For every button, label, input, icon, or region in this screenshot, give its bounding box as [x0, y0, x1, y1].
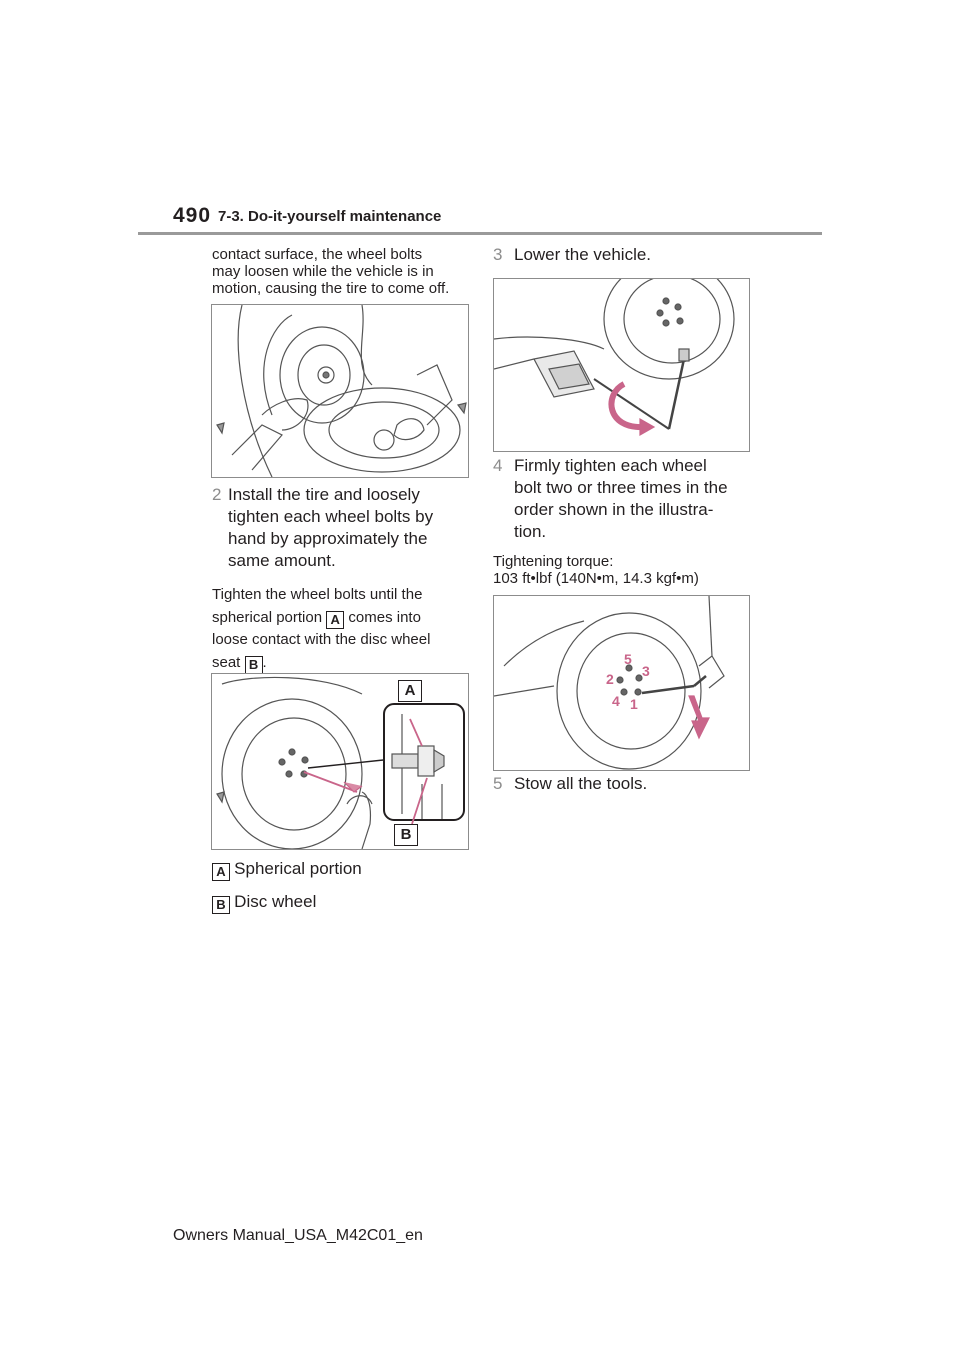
note-line [212, 652, 472, 675]
legend-tag: A [212, 863, 230, 881]
note-text: spherical portion [212, 608, 323, 626]
illustration-bolt-detail [211, 673, 469, 850]
note-line [212, 607, 472, 630]
header-rule [138, 232, 822, 235]
bolt-order-1: 1 [630, 696, 638, 712]
intro-line: contact surface, the wheel bolts [212, 246, 423, 263]
section-title: 7-3. Do-it-yourself maintenance [218, 208, 442, 225]
note-text: comes into [348, 608, 421, 626]
step-line: Firmly tighten each wheel [514, 456, 707, 475]
bolt-order-4: 4 [612, 693, 620, 709]
illustration-lower-vehicle [493, 278, 750, 452]
label-tag-a: A [326, 611, 344, 629]
intro-text [212, 246, 472, 297]
step-2 [212, 484, 472, 574]
step-number: 4 [493, 456, 503, 475]
legend-text: Spherical portion [234, 859, 362, 878]
step-number: 3 [493, 245, 503, 264]
legend-item [212, 855, 472, 884]
step-line: bolt two or three times in the [514, 478, 728, 497]
footer-text: Owners Manual_USA_M42C01_en [173, 1227, 423, 1244]
note-text: . [262, 653, 267, 671]
illustration-clean-surfaces [211, 304, 469, 478]
step-line: tion. [514, 522, 547, 541]
torque-label: Tightening torque: [493, 553, 614, 570]
step-text: Lower the vehicle. [514, 245, 652, 264]
torque-value: 103 ft•lbf (140N•m, 14.3 kgf•m) [493, 570, 699, 587]
label-tag-b: B [245, 656, 263, 674]
step-text [514, 455, 728, 543]
step-number: 5 [493, 774, 503, 793]
step-line: tighten each wheel bolts by [228, 507, 434, 526]
step-line: same amount. [228, 551, 336, 570]
note-line: loose contact with the disc wheel [212, 631, 431, 648]
note-line: Tighten the wheel bolts until the [212, 586, 423, 603]
bolt-order-3: 3 [642, 663, 650, 679]
torque-spec [493, 553, 773, 587]
legend-tag: B [212, 896, 230, 914]
step-number: 2 [212, 485, 222, 504]
step-4 [493, 455, 773, 547]
bolt-order-5: 5 [624, 651, 632, 667]
illustration-tightening-order [493, 595, 750, 771]
page-number: 490 [173, 204, 212, 227]
step-5 [493, 773, 773, 797]
tighten-note [212, 584, 472, 674]
step-line: order shown in the illustra- [514, 500, 714, 519]
intro-line: may loosen while the vehicle is in [212, 263, 434, 280]
legend-item [212, 888, 472, 917]
step-text: Stow all the tools. [514, 774, 648, 793]
intro-line: motion, causing the tire to come off. [212, 280, 450, 297]
note-text: seat [212, 653, 241, 671]
bolt-order-2: 2 [606, 671, 614, 687]
step-line: hand by approximately the [228, 529, 428, 548]
step-text [228, 484, 433, 572]
callout-a: A [398, 680, 422, 702]
step-3 [493, 244, 773, 268]
legend [212, 855, 472, 917]
legend-text: Disc wheel [234, 892, 317, 911]
callout-b: B [394, 824, 418, 846]
step-line: Install the tire and loosely [228, 485, 420, 504]
